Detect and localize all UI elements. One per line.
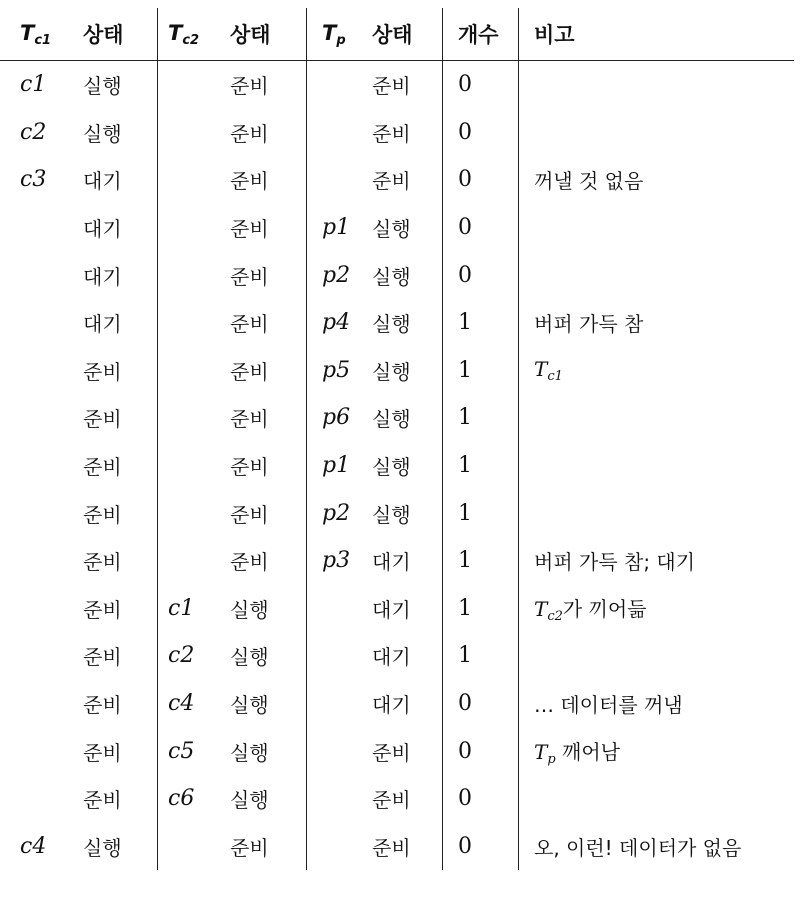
cell-count: 0	[443, 61, 519, 109]
cell-note	[519, 61, 795, 109]
cell-note	[519, 347, 795, 395]
cell-state-1: 대기	[83, 204, 158, 252]
cell-state-2: 준비	[230, 61, 307, 109]
cell-tc1	[0, 299, 83, 347]
cell-state-3: 준비	[372, 61, 443, 109]
cell-count: 1	[443, 632, 519, 680]
table-row	[0, 61, 794, 109]
cell-state-1: 대기	[83, 156, 158, 204]
cell-tc2	[158, 251, 231, 299]
table-row	[0, 251, 794, 299]
cell-state-2: 실행	[230, 727, 307, 775]
cell-tp	[307, 680, 373, 728]
header-count: 개수	[443, 8, 519, 61]
note-symbol: $T_p$	[534, 739, 556, 767]
cell-tc2: c1	[168, 595, 195, 621]
header-state-2: 상태	[230, 8, 307, 61]
cell-tc1: c1	[20, 72, 47, 98]
cell-tc1: c3	[20, 167, 47, 193]
cell-count: 1	[443, 394, 519, 442]
cell-count: 0	[443, 823, 519, 871]
cell-tp	[307, 632, 373, 680]
cell-tp	[307, 775, 373, 823]
cell-note	[519, 109, 795, 157]
cell-tc1: c4	[20, 833, 47, 859]
cell-tc1	[0, 489, 83, 537]
cell-note	[519, 251, 795, 299]
cell-tp: p4	[322, 310, 351, 336]
note-text: … 데이터를 꺼냄	[534, 693, 683, 718]
cell-tc1	[0, 680, 83, 728]
cell-count: 1	[443, 347, 519, 395]
cell-state-3: 준비	[372, 823, 443, 871]
cell-tc1	[0, 775, 83, 823]
cell-state-1: 준비	[83, 442, 158, 490]
cell-tp: p2	[322, 500, 351, 526]
cell-count: 0	[443, 680, 519, 728]
cell-note	[519, 442, 795, 490]
cell-tp	[307, 585, 373, 633]
cell-tc1	[0, 394, 83, 442]
cell-tp	[307, 156, 373, 204]
cell-state-2: 준비	[230, 204, 307, 252]
cell-tp: p3	[322, 548, 351, 574]
cell-tp	[307, 823, 373, 871]
cell-tp	[307, 109, 373, 157]
table-row	[0, 775, 794, 823]
cell-count: 1	[443, 537, 519, 585]
cell-state-1: 준비	[83, 585, 158, 633]
cell-tc2	[158, 489, 231, 537]
cell-tc1	[0, 585, 83, 633]
header-state-1: 상태	[83, 8, 158, 61]
cell-state-2: 실행	[230, 585, 307, 633]
cell-state-3: 대기	[372, 537, 443, 585]
cell-state-3: 대기	[372, 585, 443, 633]
cell-tc2	[158, 823, 231, 871]
cell-note	[519, 156, 795, 204]
cell-tc2	[158, 442, 231, 490]
cell-note	[519, 299, 795, 347]
cell-state-2: 준비	[230, 489, 307, 537]
trace-table	[0, 8, 794, 870]
note-text: 버퍼 가득 참; 대기	[534, 550, 696, 575]
note-symbol: $T_{c2}$	[534, 596, 563, 624]
cell-state-2: 준비	[230, 251, 307, 299]
cell-tc2	[158, 347, 231, 395]
cell-state-3: 대기	[372, 680, 443, 728]
cell-tc1	[0, 442, 83, 490]
table-row	[0, 537, 794, 585]
cell-tc2	[158, 299, 231, 347]
cell-count: 0	[443, 109, 519, 157]
cell-count: 0	[443, 204, 519, 252]
cell-state-1: 준비	[83, 727, 158, 775]
cell-tp: p2	[322, 262, 351, 288]
cell-count: 0	[443, 251, 519, 299]
cell-note	[519, 537, 795, 585]
cell-state-3: 대기	[372, 632, 443, 680]
cell-tc2: c5	[168, 738, 195, 764]
cell-tc1	[0, 537, 83, 585]
cell-note	[519, 585, 795, 633]
table-row	[0, 204, 794, 252]
cell-count: 0	[443, 727, 519, 775]
cell-state-1: 실행	[83, 109, 158, 157]
cell-state-2: 준비	[230, 109, 307, 157]
cell-tp: p6	[322, 405, 351, 431]
cell-tc2	[158, 204, 231, 252]
cell-state-1: 준비	[83, 680, 158, 728]
cell-tc2	[158, 537, 231, 585]
cell-tc1	[0, 632, 83, 680]
cell-state-3: 실행	[372, 204, 443, 252]
cell-state-2: 실행	[230, 632, 307, 680]
table-row	[0, 347, 794, 395]
note-text: 꺼낼 것 없음	[534, 169, 644, 194]
cell-tp	[307, 727, 373, 775]
cell-state-1: 대기	[83, 251, 158, 299]
cell-tc2	[158, 61, 231, 109]
table-body	[0, 61, 794, 871]
cell-tc2: c4	[168, 691, 195, 717]
cell-tc1: c2	[20, 119, 47, 145]
cell-state-3: 실행	[372, 251, 443, 299]
table-header-row	[0, 8, 794, 61]
table-row	[0, 299, 794, 347]
note-text: 버퍼 가득 참	[534, 312, 644, 337]
cell-tc2: c2	[168, 643, 195, 669]
cell-tp: p1	[322, 453, 351, 479]
cell-state-2: 준비	[230, 537, 307, 585]
cell-count: 1	[443, 299, 519, 347]
header-tp: $T_p$	[322, 20, 346, 48]
note-symbol: $T_{c1}$	[534, 356, 563, 384]
cell-tc1	[0, 251, 83, 299]
cell-tc2: c6	[168, 786, 195, 812]
table-row	[0, 632, 794, 680]
cell-note	[519, 823, 795, 871]
cell-count: 0	[443, 775, 519, 823]
note-text: 오, 이런! 데이터가 없음	[534, 835, 742, 860]
cell-note	[519, 394, 795, 442]
cell-state-1: 실행	[83, 61, 158, 109]
cell-tc2	[158, 394, 231, 442]
cell-tc2	[158, 109, 231, 157]
table-row	[0, 489, 794, 537]
table-row	[0, 727, 794, 775]
cell-count: 1	[443, 489, 519, 537]
cell-state-3: 준비	[372, 156, 443, 204]
cell-note	[519, 727, 795, 775]
table-row	[0, 680, 794, 728]
cell-state-3: 실행	[372, 347, 443, 395]
cell-note	[519, 204, 795, 252]
cell-state-3: 실행	[372, 299, 443, 347]
cell-note	[519, 775, 795, 823]
header-tc2: $T_{c2}$	[168, 20, 200, 48]
cell-state-1: 대기	[83, 299, 158, 347]
cell-state-1: 준비	[83, 537, 158, 585]
cell-state-3: 준비	[372, 775, 443, 823]
cell-state-3: 준비	[372, 109, 443, 157]
header-note: 비고	[534, 23, 575, 47]
cell-tc1	[0, 347, 83, 395]
cell-count: 0	[443, 156, 519, 204]
cell-state-3: 준비	[372, 727, 443, 775]
cell-state-1: 준비	[83, 347, 158, 395]
cell-state-2: 실행	[230, 680, 307, 728]
cell-count: 1	[443, 585, 519, 633]
cell-note	[519, 489, 795, 537]
cell-note	[519, 680, 795, 728]
cell-tp	[307, 61, 373, 109]
header-tc1: $T_{c1}$	[20, 20, 52, 48]
cell-state-2: 준비	[230, 823, 307, 871]
cell-state-3: 실행	[372, 394, 443, 442]
note-text: 깨어남	[555, 739, 620, 764]
cell-tp: p1	[322, 215, 351, 241]
cell-state-2: 실행	[230, 775, 307, 823]
cell-state-3: 실행	[372, 442, 443, 490]
table-row	[0, 394, 794, 442]
header-state-3: 상태	[372, 8, 443, 61]
cell-state-1: 준비	[83, 394, 158, 442]
cell-state-1: 준비	[83, 775, 158, 823]
table-row	[0, 585, 794, 633]
cell-tp: p5	[322, 357, 351, 383]
cell-state-3: 실행	[372, 489, 443, 537]
cell-note	[519, 632, 795, 680]
cell-state-2: 준비	[230, 299, 307, 347]
cell-state-2: 준비	[230, 442, 307, 490]
table-row	[0, 823, 794, 871]
cell-state-2: 준비	[230, 156, 307, 204]
cell-state-1: 실행	[83, 823, 158, 871]
cell-tc1	[0, 727, 83, 775]
cell-state-1: 준비	[83, 489, 158, 537]
cell-state-1: 준비	[83, 632, 158, 680]
table-row	[0, 442, 794, 490]
cell-tc1	[0, 204, 83, 252]
cell-count: 1	[443, 442, 519, 490]
cell-state-2: 준비	[230, 394, 307, 442]
table-row	[0, 109, 794, 157]
cell-tc2	[158, 156, 231, 204]
table-row	[0, 156, 794, 204]
cell-state-2: 준비	[230, 347, 307, 395]
note-text: 가 끼어듦	[562, 596, 647, 621]
